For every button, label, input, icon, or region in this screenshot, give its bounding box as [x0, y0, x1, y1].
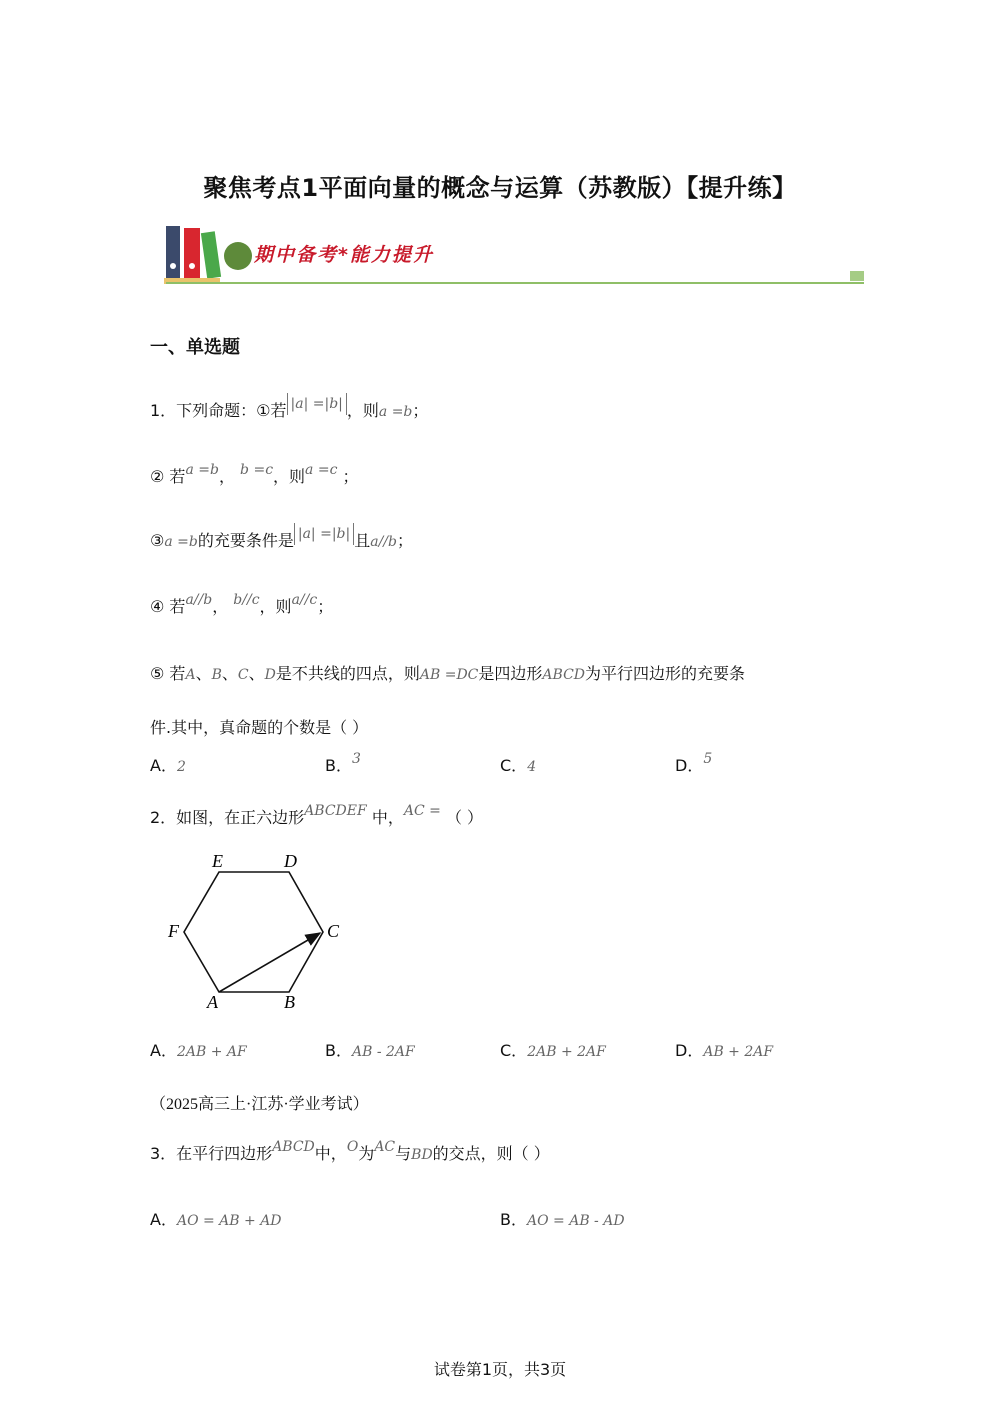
q1-line-1: 1．下列命题：①若 |a| =|b| ，则a =b；	[150, 398, 428, 423]
q3-option-b[interactable]: B．AO = AB - AD	[500, 1210, 625, 1229]
q1-line-4: ④ 若a//b， b//c，则a//c；	[150, 592, 334, 616]
q2-option-a[interactable]: A．2AB + AF	[150, 1041, 247, 1060]
q1-line-2: ② 若a =b， b =c，则a =c ；	[150, 462, 359, 486]
vertex-label-f: F	[168, 921, 179, 941]
q3-option-a[interactable]: A．AO = AB + AD	[150, 1210, 282, 1229]
section-heading: 一、单选题	[150, 337, 240, 358]
q2-option-c[interactable]: C．2AB + 2AF	[500, 1041, 606, 1060]
banner-divider	[166, 282, 864, 284]
q1-line-3: ③a =b的充要条件是 |a| =|b| 且a//b；	[150, 528, 413, 553]
q2-stem: 2．如图，在正六边形ABCDEF 中，AC = （ ）	[150, 803, 484, 827]
hexagon-outline	[184, 872, 323, 992]
hexagon-figure	[160, 848, 350, 1020]
document-title: 聚焦考点1平面向量的概念与运算（苏教版）【提升练】	[203, 174, 797, 202]
q2-option-b[interactable]: B．AB - 2AF	[325, 1041, 415, 1060]
q1-option-b[interactable]: B．3	[325, 751, 361, 775]
vertex-label-e: E	[212, 851, 223, 871]
vertex-label-c: C	[327, 921, 340, 941]
banner-divider-end	[850, 271, 864, 281]
q1-option-c[interactable]: C．4	[500, 756, 537, 775]
q1-line-6: 件.其中，真命题的个数是（ ）	[150, 718, 369, 737]
vertex-label-d: D	[284, 851, 297, 871]
page-footer: 试卷第1页，共3页	[433, 1360, 567, 1379]
banner-text: 期中备考*能力提升	[254, 244, 434, 266]
q1-line-5: ⑤ 若A、B、C、D是不共线的四点，则AB =DC是四边形ABCD为平行四边形的充要条	[150, 664, 746, 683]
vertex-label-b: B	[284, 992, 295, 1012]
q1-option-a[interactable]: A．2	[150, 756, 186, 775]
q2-option-d[interactable]: D．AB + 2AF	[675, 1041, 774, 1060]
vertex-label-a: A	[207, 992, 218, 1012]
q3-stem: 3．在平行四边形ABCD中，O为AC与BD的交点，则（ ）	[150, 1139, 550, 1163]
question-source: （2025高三上·江苏·学业考试）	[150, 1096, 369, 1113]
q1-option-d[interactable]: D．5	[675, 751, 713, 775]
